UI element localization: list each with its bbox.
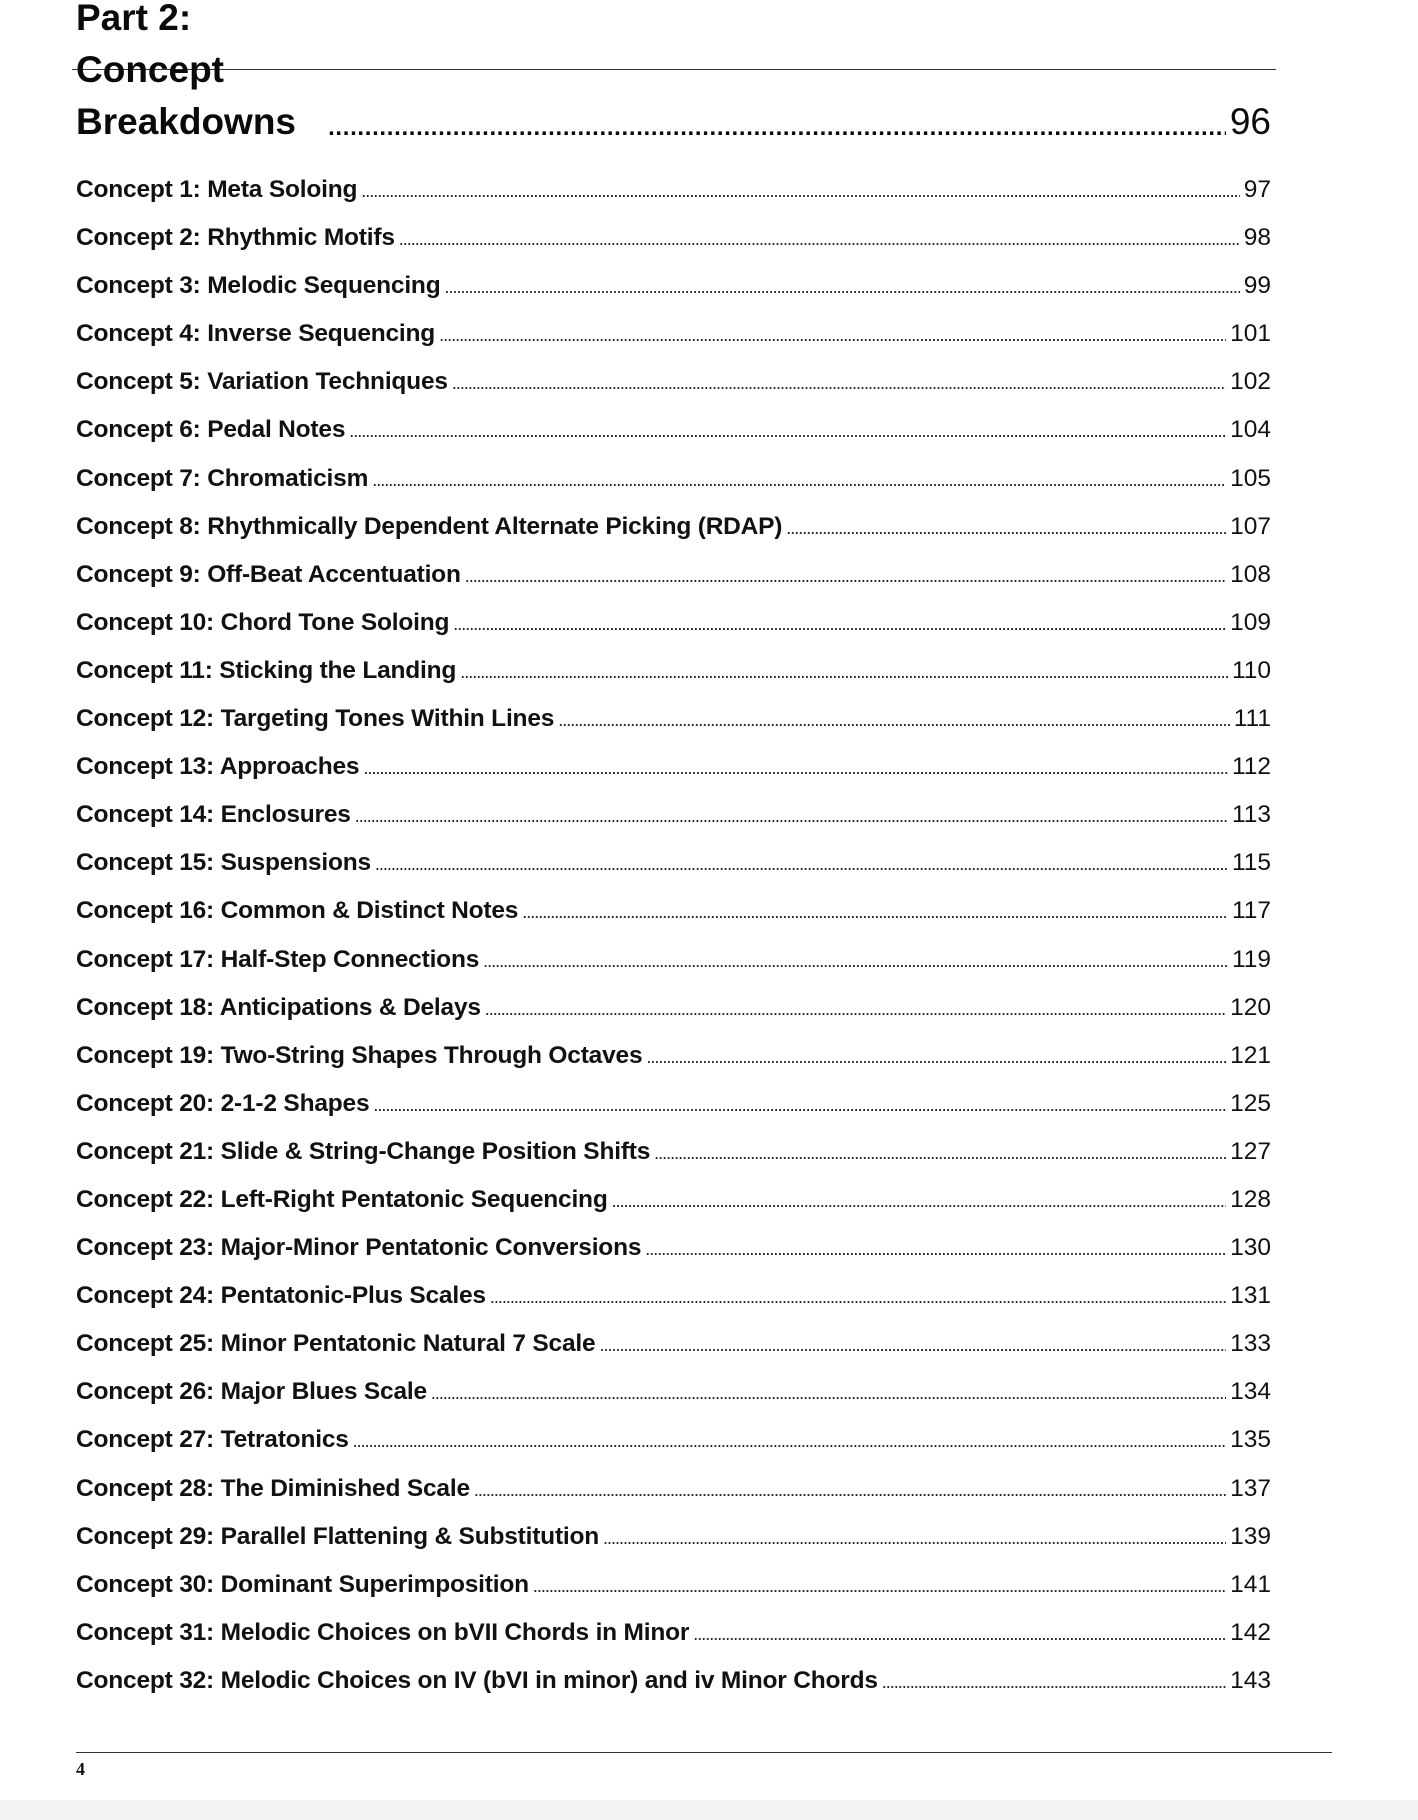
toc-entry-page-number: 142	[1230, 1618, 1271, 1646]
dot-leader	[603, 1514, 1226, 1562]
toc-entry-page-number: 101	[1230, 320, 1271, 348]
toc-entry[interactable]	[76, 1272, 1271, 1320]
toc-entry-title: Concept 25: Minor Pentatonic Natural 7 Scale	[76, 1330, 596, 1358]
toc-entry[interactable]	[76, 1513, 1271, 1561]
toc-entry[interactable]	[76, 1609, 1271, 1657]
toc-entry-title: Concept 15: Suspensions	[76, 849, 371, 877]
dot-leader	[490, 1273, 1226, 1321]
toc-entry-page-number: 110	[1231, 656, 1271, 684]
dot-leader	[882, 1658, 1226, 1706]
toc-entry-title: Concept 7: Chromaticism	[76, 464, 369, 492]
toc-entry[interactable]	[76, 310, 1271, 358]
toc-entry-title: Concept 5: Variation Techniques	[76, 368, 448, 396]
toc-entry[interactable]	[76, 1416, 1271, 1464]
dot-leader	[533, 1562, 1226, 1610]
toc-entry-title: Concept 18: Anticipations & Delays	[76, 993, 481, 1021]
dot-leader	[786, 504, 1226, 552]
toc-entry-title: Concept 19: Two-String Shapes Through Octaves	[76, 1041, 643, 1069]
dot-leader	[399, 215, 1240, 263]
toc-entry-title: Concept 2: Rhythmic Motifs	[76, 224, 395, 252]
dot-leader	[599, 1321, 1226, 1369]
toc-entry-title: Concept 27: Tetratonics	[76, 1426, 349, 1454]
toc-entry-page-number: 125	[1230, 1089, 1271, 1117]
toc-entry[interactable]	[76, 1657, 1271, 1705]
toc-entry[interactable]	[76, 503, 1271, 551]
toc-entry[interactable]	[76, 1080, 1271, 1128]
toc-entry[interactable]	[76, 1465, 1271, 1513]
toc-entry-page-number: 131	[1230, 1282, 1271, 1310]
toc-entry[interactable]	[76, 791, 1271, 839]
toc-entry-title: Concept 8: Rhythmically Dependent Alternate Picking (RDAP)	[76, 512, 783, 540]
toc-entry-page-number: 120	[1230, 993, 1271, 1021]
dot-leader	[363, 744, 1228, 792]
toc-entry-title: Concept 12: Targeting Tones Within Lines	[76, 705, 555, 733]
toc-entry[interactable]	[76, 647, 1271, 695]
toc-entry-title: Concept 21: Slide & String-Change Position Shifts	[76, 1137, 651, 1165]
toc-entry-page-number: 130	[1230, 1234, 1271, 1262]
toc-entry-title: Concept 16: Common & Distinct Notes	[76, 897, 519, 925]
dot-leader	[654, 1129, 1226, 1177]
toc-entry-page-number: 119	[1231, 945, 1271, 973]
toc-entry[interactable]	[76, 1368, 1271, 1416]
heading-title: Part 2: Concept Breakdowns	[76, 0, 297, 142]
dot-leader	[444, 263, 1239, 311]
heading-page-number: 96	[1229, 101, 1271, 142]
toc-entry-page-number: 102	[1230, 368, 1271, 396]
toc-entry-page-number: 99	[1243, 272, 1271, 300]
toc-entry-page-number: 109	[1230, 608, 1271, 636]
dot-leader	[355, 792, 1228, 840]
dot-leader	[353, 1417, 1226, 1465]
dot-leader	[431, 1369, 1226, 1417]
toc-entry[interactable]	[76, 358, 1271, 406]
toc-entry-page-number: 111	[1233, 705, 1271, 733]
toc-entry[interactable]	[76, 1176, 1271, 1224]
toc-entry-page-number: 139	[1230, 1522, 1271, 1550]
toc-entry-page-number: 112	[1231, 753, 1271, 781]
toc-entry-title: Concept 10: Chord Tone Soloing	[76, 608, 450, 636]
toc-entry-title: Concept 20: 2-1-2 Shapes	[76, 1089, 370, 1117]
toc-entry-page-number: 127	[1230, 1137, 1271, 1165]
toc-entry-page-number: 98	[1243, 224, 1271, 252]
toc-entry[interactable]	[76, 695, 1271, 743]
toc-entry[interactable]	[76, 1320, 1271, 1368]
toc-entry-title: Concept 26: Major Blues Scale	[76, 1378, 427, 1406]
dot-leader	[460, 648, 1228, 696]
toc-entry-page-number: 107	[1230, 512, 1271, 540]
dot-leader	[372, 456, 1226, 504]
dot-leader	[474, 1466, 1226, 1514]
toc-entry-title: Concept 23: Major-Minor Pentatonic Conversions	[76, 1234, 642, 1262]
dot-leader	[361, 167, 1239, 215]
dot-leader	[375, 840, 1228, 888]
toc-entry-page-number: 115	[1231, 849, 1271, 877]
toc-entry-title: Concept 24: Pentatonic-Plus Scales	[76, 1282, 486, 1310]
toc-entry-page-number: 133	[1230, 1330, 1271, 1358]
dot-leader	[373, 1081, 1226, 1129]
toc-entry-title: Concept 14: Enclosures	[76, 801, 351, 829]
table-of-contents	[76, 0, 1271, 1705]
toc-entry-page-number: 97	[1243, 176, 1271, 203]
toc-entry-page-number: 135	[1230, 1426, 1271, 1454]
dot-leader	[483, 937, 1228, 985]
toc-entry-title: Concept 31: Melodic Choices on bVII Chords in Minor	[76, 1618, 690, 1646]
toc-entry[interactable]	[76, 1128, 1271, 1176]
toc-entry-title: Concept 17: Half-Step Connections	[76, 945, 480, 973]
toc-entry[interactable]	[76, 1561, 1271, 1609]
toc-entry-title: Concept 28: The Diminished Scale	[76, 1474, 470, 1502]
dot-leader	[612, 1177, 1227, 1225]
dot-leader	[349, 407, 1226, 455]
toc-heading[interactable]	[76, 0, 1271, 148]
dot-leader	[485, 985, 1226, 1033]
dot-leader	[646, 1033, 1226, 1081]
toc-entry-page-number: 141	[1230, 1570, 1271, 1598]
toc-entry-page-number: 113	[1231, 801, 1271, 829]
toc-entry-title: Concept 29: Parallel Flattening & Substitution	[76, 1522, 600, 1550]
dot-leader	[645, 1225, 1226, 1273]
toc-entry[interactable]	[76, 936, 1271, 984]
toc-entry-page-number: 143	[1230, 1666, 1271, 1694]
toc-entry-title: Concept 32: Melodic Choices on IV (bVI in minor) and iv Minor Chords	[76, 1666, 878, 1694]
toc-entry[interactable]	[76, 1032, 1271, 1080]
toc-entry[interactable]	[76, 1224, 1271, 1272]
toc-entry-title: Concept 13: Approaches	[76, 753, 360, 781]
toc-entry-page-number: 117	[1231, 897, 1271, 925]
toc-entry-title: Concept 3: Melodic Sequencing	[76, 272, 441, 300]
toc-entry-page-number: 104	[1230, 416, 1271, 444]
toc-entry-page-number: 108	[1230, 560, 1271, 588]
toc-entry-title: Concept 6: Pedal Notes	[76, 416, 346, 444]
toc-entry[interactable]	[76, 743, 1271, 791]
toc-entry-page-number: 137	[1230, 1474, 1271, 1502]
toc-entry[interactable]	[76, 455, 1271, 503]
toc-entry-list	[76, 166, 1271, 1705]
toc-entry-page-number: 121	[1230, 1041, 1271, 1069]
dot-leader	[558, 696, 1230, 744]
dot-leader	[328, 108, 1226, 148]
dot-leader	[439, 311, 1226, 359]
toc-entry-title: Concept 9: Off-Beat Accentuation	[76, 560, 461, 588]
toc-entry-title: Concept 22: Left-Right Pentatonic Sequencing	[76, 1185, 608, 1213]
toc-entry[interactable]	[76, 887, 1271, 935]
toc-entry-title: Concept 1: Meta Soloing	[76, 176, 358, 203]
toc-entry-page-number: 134	[1230, 1378, 1271, 1406]
toc-entry[interactable]	[76, 984, 1271, 1032]
toc-entry-page-number: 128	[1230, 1185, 1271, 1213]
toc-entry[interactable]	[76, 839, 1271, 887]
dot-leader	[452, 359, 1226, 407]
dot-leader	[693, 1610, 1226, 1658]
toc-entry-page-number: 105	[1230, 464, 1271, 492]
toc-entry[interactable]	[76, 551, 1271, 599]
dot-leader	[522, 888, 1228, 936]
dot-leader	[465, 552, 1226, 600]
footer-page-number: 4	[76, 1759, 85, 1779]
toc-entry[interactable]	[76, 262, 1271, 310]
toc-entry-title: Concept 4: Inverse Sequencing	[76, 320, 436, 348]
toc-entry-title: Concept 11: Sticking the Landing	[76, 656, 457, 684]
toc-entry[interactable]	[76, 214, 1271, 262]
dot-leader	[453, 600, 1226, 648]
toc-entry-title: Concept 30: Dominant Superimposition	[76, 1570, 529, 1598]
toc-entry[interactable]	[76, 166, 1271, 214]
toc-entry[interactable]	[76, 406, 1271, 454]
bottom-divider	[76, 1752, 1332, 1753]
toc-entry[interactable]	[76, 599, 1271, 647]
